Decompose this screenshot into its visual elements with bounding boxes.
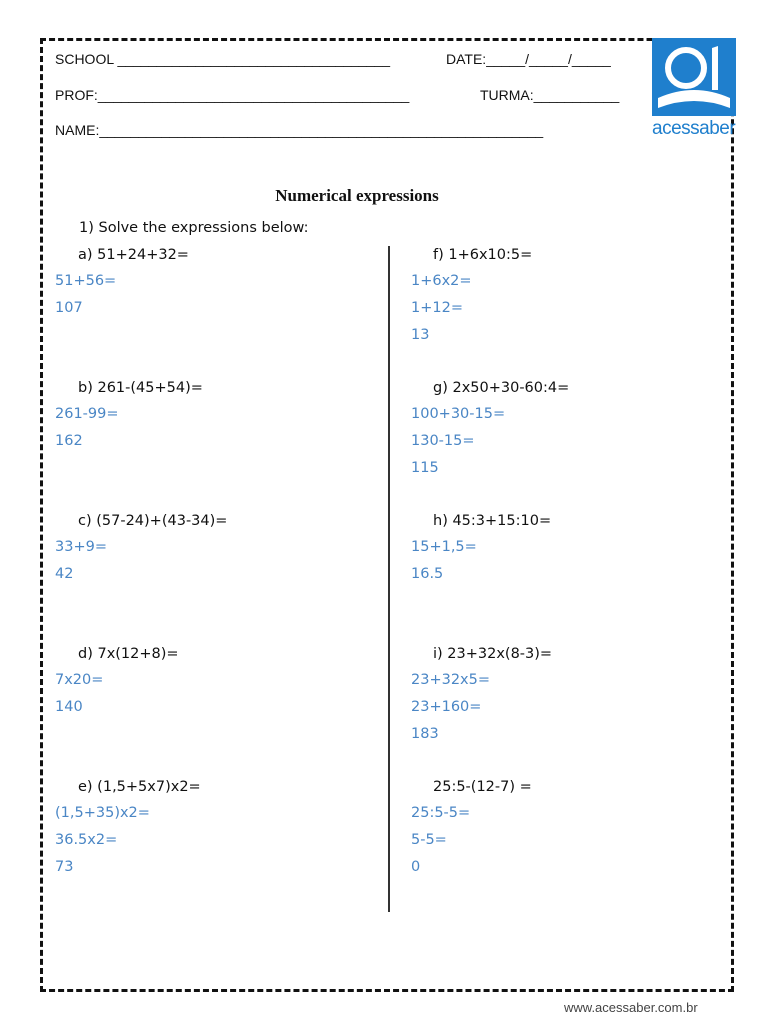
question-h: h) 45:3+15:10= (433, 513, 552, 529)
question-f: f) 1+6x10:5= (433, 247, 533, 263)
name-field: NAME:_________________________________________________________ (55, 122, 544, 138)
answer-step: 7x20= (55, 672, 104, 688)
question-d: d) 7x(12+8)= (78, 646, 179, 662)
answer-step: 115 (411, 460, 439, 476)
prof-field: PROF:________________________________________ (55, 87, 410, 103)
answer-step: 23+32x5= (411, 672, 491, 688)
question-b: b) 261-(45+54)= (78, 380, 203, 396)
school-field: SCHOOL ___________________________________ (55, 51, 391, 67)
answer-step: 23+160= (411, 699, 482, 715)
answer-step: 25:5-5= (411, 805, 471, 821)
answer-step: 183 (411, 726, 439, 742)
answer-step: (1,5+35)x2= (55, 805, 150, 821)
answer-step: 1+6x2= (411, 273, 472, 289)
turma-field: TURMA:___________ (480, 87, 620, 103)
answer-step: 33+9= (55, 539, 107, 555)
question-j: 25:5-(12-7) = (433, 779, 532, 795)
answer-step: 0 (411, 859, 421, 875)
answer-step: 162 (55, 433, 83, 449)
question-i: i) 23+32x(8-3)= (433, 646, 553, 662)
answer-step: 36.5x2= (55, 832, 118, 848)
answer-step: 107 (55, 300, 83, 316)
question-g: g) 2x50+30-60:4= (433, 380, 570, 396)
answer-step: 261-99= (55, 406, 119, 422)
answer-step: 42 (55, 566, 74, 582)
answer-step: 51+56= (55, 273, 117, 289)
instruction: 1) Solve the expressions below: (79, 220, 309, 236)
answer-step: 13 (411, 327, 430, 343)
answer-step: 100+30-15= (411, 406, 506, 422)
logo-mark-icon (652, 38, 736, 116)
logo-text: acessaber (652, 118, 736, 139)
answer-step: 15+1,5= (411, 539, 477, 555)
question-a: a) 51+24+32= (78, 247, 189, 263)
answer-step: 1+12= (411, 300, 463, 316)
answer-step: 5-5= (411, 832, 447, 848)
date-field: DATE:_____/_____/_____ (446, 51, 611, 67)
answer-step: 140 (55, 699, 83, 715)
column-divider (388, 246, 390, 912)
footer-url: www.acessaber.com.br (564, 1000, 698, 1015)
acessaber-logo (652, 38, 736, 138)
answer-step: 130-15= (411, 433, 475, 449)
answer-step: 73 (55, 859, 74, 875)
answer-step: 16.5 (411, 566, 444, 582)
question-e: e) (1,5+5x7)x2= (78, 779, 201, 795)
page-title: Numerical expressions (275, 186, 439, 205)
question-c: c) (57-24)+(43-34)= (78, 513, 228, 529)
